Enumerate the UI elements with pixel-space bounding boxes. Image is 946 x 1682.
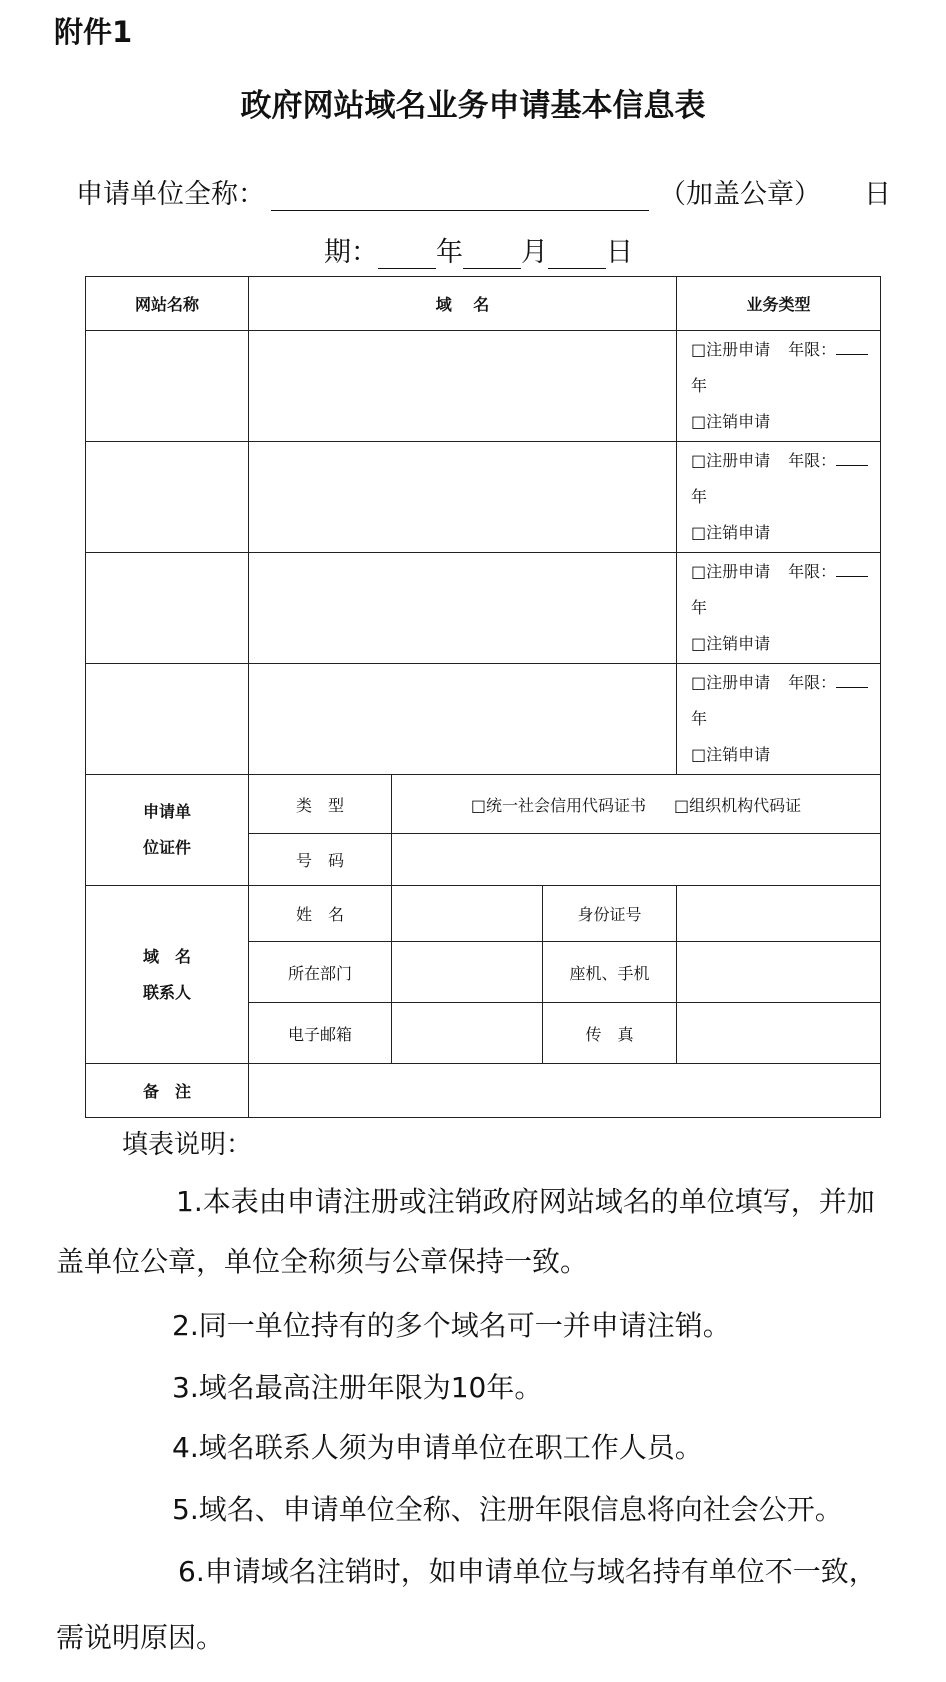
day-char: 日: [606, 237, 633, 268]
business-type-cell: [677, 664, 881, 775]
table-row: [86, 664, 881, 775]
cert-type-options: [392, 775, 881, 834]
attachment-label: 附件1: [54, 15, 133, 49]
term-label: 年限：: [788, 562, 837, 581]
info-table: [85, 276, 881, 1118]
applicant-label: 申请单位全称：: [76, 179, 265, 210]
applicant-name-field[interactable]: [271, 184, 649, 211]
day-field[interactable]: [548, 242, 606, 269]
email-field[interactable]: [392, 1003, 543, 1064]
site-name-cell[interactable]: [86, 553, 249, 664]
unit-cert-label-line2: 位证件: [142, 838, 191, 857]
header-domain: 域 名: [249, 277, 677, 331]
domain-cell[interactable]: [249, 331, 677, 442]
domain-cell[interactable]: [249, 442, 677, 553]
note-1-line1: 1.本表由申请注册或注销政府网站域名的单位填写，并加: [176, 1185, 875, 1218]
note-4: 4.域名联系人须为申请单位在职工作人员。: [172, 1431, 703, 1464]
unit-cert-label-line1: 申请单: [142, 802, 191, 821]
register-checkbox[interactable]: □注册申请: [691, 673, 771, 692]
domain-cell[interactable]: [249, 553, 677, 664]
contact-label-line1: 域 名: [142, 946, 191, 966]
cert-type-row: [86, 775, 881, 834]
table-row: [86, 442, 881, 553]
seal-text: （加盖公章）: [659, 179, 821, 210]
note-5: 5.域名、申请单位全称、注册年限信息将向社会公开。: [172, 1493, 843, 1526]
unit-cert-label: [86, 775, 249, 886]
org-code-checkbox[interactable]: □组织机构代码证: [674, 795, 802, 815]
cert-number-label: 号 码: [249, 834, 392, 886]
phone-label: 座机、手机: [543, 942, 677, 1003]
site-name-cell[interactable]: [86, 331, 249, 442]
term-label: 年限：: [788, 673, 837, 692]
fax-label: 传 真: [543, 1003, 677, 1064]
contact-label-line2: 联系人: [142, 982, 191, 1002]
email-label: 电子邮箱: [249, 1003, 392, 1064]
year-field[interactable]: [378, 242, 436, 269]
cancel-checkbox[interactable]: □注销申请: [691, 523, 771, 542]
id-label: 身份证号: [543, 886, 677, 942]
date-ri-char: 日: [864, 179, 891, 210]
notes-title: 填表说明：: [122, 1130, 253, 1160]
dept-field[interactable]: [392, 942, 543, 1003]
table-row: [86, 553, 881, 664]
dept-label: 所在部门: [249, 942, 392, 1003]
contact-name-row: [86, 886, 881, 942]
name-field[interactable]: [392, 886, 543, 942]
header-site-name: 网站名称: [86, 277, 249, 331]
contact-label: [86, 886, 249, 1064]
remark-label: 备 注: [86, 1064, 249, 1118]
year-char: 年: [691, 598, 708, 617]
remark-row: [86, 1064, 881, 1118]
fax-field[interactable]: [677, 1003, 881, 1064]
cancel-checkbox[interactable]: □注销申请: [691, 634, 771, 653]
domain-cell[interactable]: [249, 664, 677, 775]
cancel-checkbox[interactable]: □注销申请: [691, 745, 771, 764]
business-type-cell: [677, 442, 881, 553]
month-field[interactable]: [463, 242, 521, 269]
applicant-line: [76, 172, 821, 211]
term-field[interactable]: [836, 560, 868, 577]
year-char: 年: [691, 487, 708, 506]
table-header-row: [86, 277, 881, 331]
header-business-type: 业务类型: [677, 277, 881, 331]
cert-number-field[interactable]: [392, 834, 881, 886]
year-char: 年: [691, 376, 708, 395]
year-char: 年: [436, 237, 463, 268]
id-field[interactable]: [677, 886, 881, 942]
term-field[interactable]: [836, 338, 868, 355]
register-checkbox[interactable]: □注册申请: [691, 451, 771, 470]
site-name-cell[interactable]: [86, 664, 249, 775]
note-6-line2: 需说明原因。: [56, 1621, 225, 1654]
month-char: 月: [521, 237, 548, 268]
term-field[interactable]: [836, 449, 868, 466]
credit-code-checkbox[interactable]: □统一社会信用代码证书: [470, 795, 646, 815]
date-prefix: 期：: [324, 237, 378, 268]
note-3: 3.域名最高注册年限为10年。: [172, 1371, 543, 1404]
register-checkbox[interactable]: □注册申请: [691, 562, 771, 581]
date-line: [324, 230, 633, 269]
note-1-line2: 盖单位公章，单位全称须与公章保持一致。: [56, 1245, 589, 1278]
register-checkbox[interactable]: □注册申请: [691, 340, 771, 359]
remark-field[interactable]: [249, 1064, 881, 1118]
business-type-cell: [677, 553, 881, 664]
term-label: 年限：: [788, 340, 837, 359]
phone-field[interactable]: [677, 942, 881, 1003]
name-label: 姓 名: [249, 886, 392, 942]
cancel-checkbox[interactable]: □注销申请: [691, 412, 771, 431]
note-2: 2.同一单位持有的多个域名可一并申请注销。: [172, 1309, 731, 1342]
cert-type-label: 类 型: [249, 775, 392, 834]
year-char: 年: [691, 709, 708, 728]
site-name-cell[interactable]: [86, 442, 249, 553]
term-field[interactable]: [836, 671, 868, 688]
form-title: 政府网站域名业务申请基本信息表: [240, 88, 706, 124]
note-6-line1: 6.申请域名注销时，如申请单位与域名持有单位不一致，: [178, 1555, 877, 1588]
table-row: [86, 331, 881, 442]
term-label: 年限：: [788, 451, 837, 470]
business-type-cell: [677, 331, 881, 442]
